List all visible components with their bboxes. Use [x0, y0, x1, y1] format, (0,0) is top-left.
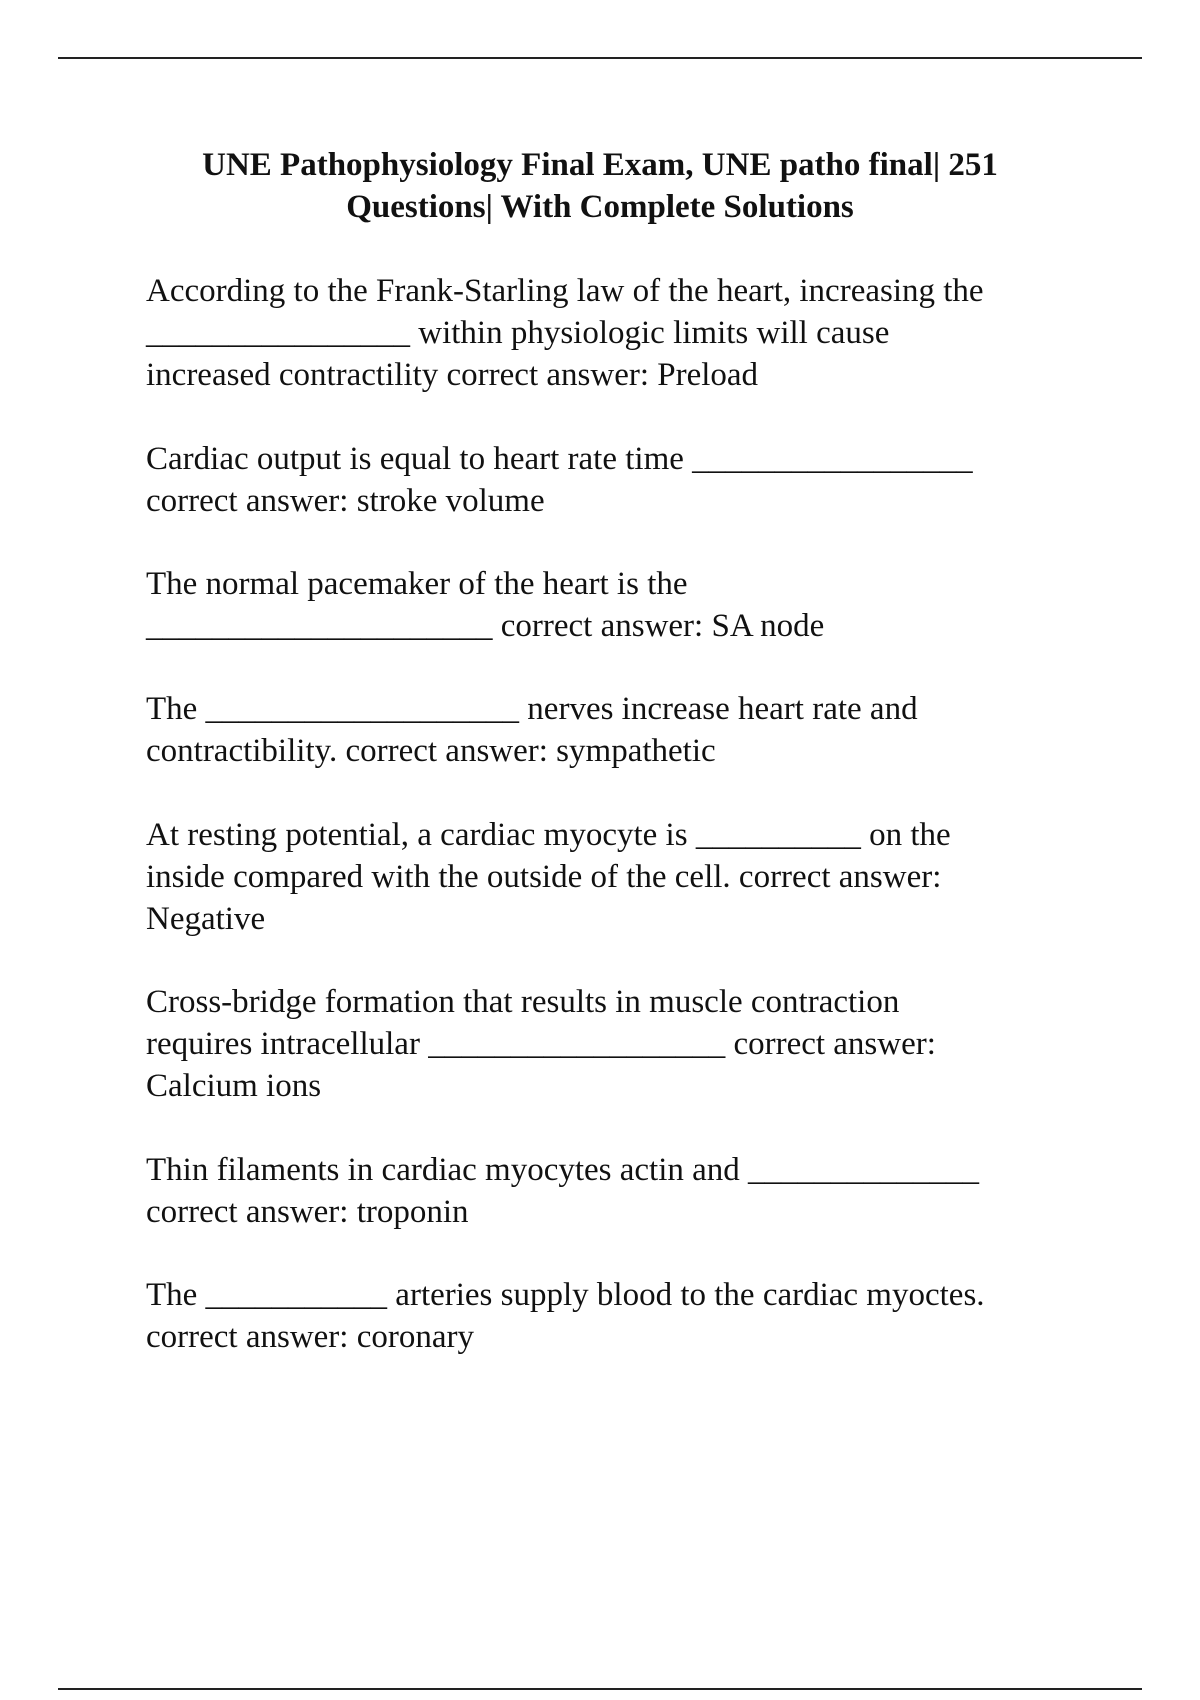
- question-line: Negative: [146, 901, 266, 937]
- question-item: [146, 981, 1106, 1107]
- question-line: correct answer: troponin: [146, 1194, 469, 1230]
- title-line: Questions| With Complete Solutions: [346, 189, 854, 225]
- question-list: [146, 270, 1106, 1358]
- question-line: _____________________ correct answer: SA node: [146, 608, 825, 644]
- question-item: [146, 1274, 1106, 1358]
- header-rule: [58, 57, 1142, 59]
- question-line: At resting potential, a cardiac myocyte is __________ on the: [146, 817, 951, 853]
- question-line: The ___________________ nerves increase heart rate and: [146, 691, 918, 727]
- question-line: Thin filaments in cardiac myocytes actin and ______________: [146, 1152, 980, 1188]
- question-item: [146, 1149, 1106, 1233]
- question-line: The ___________ arteries supply blood to the cardiac myoctes.: [146, 1277, 985, 1313]
- question-line: The normal pacemaker of the heart is the: [146, 566, 688, 602]
- question-item: [146, 563, 1106, 647]
- footer-rule: [58, 1688, 1142, 1690]
- question-line: requires intracellular __________________ correct answer:: [146, 1026, 936, 1062]
- question-line: Cardiac output is equal to heart rate time _________________: [146, 441, 973, 477]
- question-line: increased contractility correct answer: Preload: [146, 357, 759, 393]
- question-line: correct answer: stroke volume: [146, 483, 545, 519]
- question-line: correct answer: coronary: [146, 1319, 474, 1355]
- document-title: [100, 144, 1100, 228]
- question-line: Cross-bridge formation that results in muscle contraction: [146, 984, 900, 1020]
- question-line: Calcium ions: [146, 1068, 322, 1104]
- question-item: [146, 688, 1106, 772]
- question-line: ________________ within physiologic limits will cause: [146, 315, 890, 351]
- question-item: [146, 270, 1106, 396]
- question-line: inside compared with the outside of the cell. correct answer:: [146, 859, 942, 895]
- question-line: According to the Frank-Starling law of the heart, increasing the: [146, 273, 984, 309]
- title-line: UNE Pathophysiology Final Exam, UNE patho final| 251: [202, 147, 998, 183]
- question-item: [146, 814, 1106, 940]
- question-line: contractibility. correct answer: sympathetic: [146, 733, 716, 769]
- question-item: [146, 438, 1106, 522]
